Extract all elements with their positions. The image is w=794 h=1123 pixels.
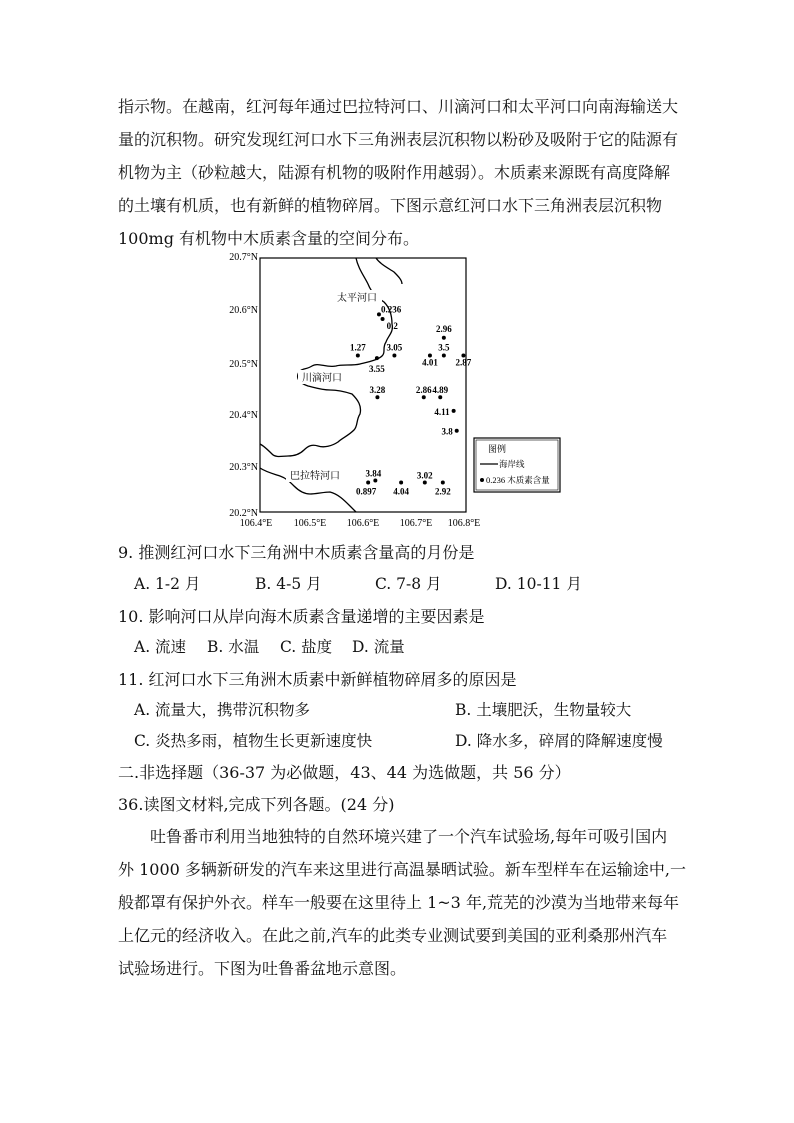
q9-option-d[interactable]: D. 10-11 月 — [495, 575, 582, 593]
legend-sample-label: 0.236 木质素含量 — [486, 475, 550, 485]
sample-point-dot — [375, 395, 379, 399]
q11-option-c[interactable]: C. 炎热多雨，植物生长更新速度快 — [134, 732, 373, 750]
sample-point-dot — [442, 354, 446, 358]
sample-point-label: 0.897 — [356, 486, 377, 497]
sample-point-dot — [375, 356, 379, 360]
sample-point-dot — [438, 395, 442, 399]
lat-tick-label: 20.4°N — [229, 410, 258, 421]
lon-tick-label: 106.7°E — [399, 518, 433, 529]
sample-point-dot — [442, 336, 446, 340]
intro-line: 量的沉积物。研究发现红河口水下三角洲表层沉积物以粉砂及吸附于它的陆源有 — [118, 130, 679, 149]
material-line: 外 1000 多辆新研发的汽车来这里进行高温暴晒试验。新车型样车在运输途中,一 — [118, 860, 686, 879]
lon-tick-label: 106.5°E — [293, 518, 327, 529]
lat-tick-label: 20.7°N — [229, 252, 258, 263]
intro-line: 100mg 有机物中木质素含量的空间分布。 — [118, 229, 420, 248]
sample-point-label: 2.92 — [434, 486, 451, 497]
question-11-stem: 11. 红河口水下三角洲木质素中新鲜植物碎屑多的原因是 — [118, 670, 517, 689]
lignin-distribution-map — [218, 250, 568, 530]
legend-point-swatch — [480, 478, 484, 482]
sample-point-label: 2.87 — [455, 357, 472, 368]
q9-option-b[interactable]: B. 4-5 月 — [255, 575, 322, 593]
sample-point-label: 2.96 — [435, 323, 452, 334]
sample-point-label: 0.236 — [380, 304, 402, 315]
sample-point-label: 0.2 — [386, 320, 398, 331]
sample-point-label: 4.89 — [432, 385, 449, 396]
material-line: 吐鲁番市利用当地独特的自然环境兴建了一个汽车试验场,每年可吸引国内 — [150, 827, 668, 846]
sample-point-dot — [452, 409, 456, 413]
q11-option-d[interactable]: D. 降水多，碎屑的降解速度慢 — [455, 732, 663, 750]
intro-line: 机物为主（砂粒越大，陆源有机物的吸附作用越弱）。木质素来源既有高度降解 — [118, 163, 671, 182]
lon-tick-label: 106.4°E — [239, 518, 273, 529]
sample-point-dot — [399, 481, 403, 485]
estuary-label-chuandi: 川滴河口 — [302, 373, 342, 384]
q9-option-a[interactable]: A. 1-2 月 — [134, 575, 201, 593]
sample-point-dot — [392, 354, 396, 358]
sample-point-label: 3.8 — [441, 426, 453, 437]
legend-coastline-label: 海岸线 — [499, 459, 525, 469]
sample-point-dot — [356, 354, 360, 358]
q10-option-c[interactable]: C. 盐度 — [280, 638, 333, 656]
material-line: 般都罩有保护外衣。样车一般要在这里待上 1~3 年,荒芜的沙漠为当地带来每年 — [118, 893, 680, 912]
section-2-heading: 二.非选择题（36-37 为必做题，43、44 为选做题，共 56 分） — [118, 763, 571, 782]
sample-point-dot — [423, 481, 427, 485]
lon-tick-label: 106.8°E — [447, 518, 481, 529]
sample-point-label: 3.28 — [369, 385, 386, 396]
q9-option-c[interactable]: C. 7-8 月 — [375, 575, 442, 593]
sample-point-label: 3.5 — [438, 342, 450, 353]
q11-option-a[interactable]: A. 流量大，携带沉积物多 — [134, 701, 311, 719]
q10-option-d[interactable]: D. 流量 — [352, 638, 405, 656]
sample-point-dot — [373, 479, 377, 483]
sample-point-dot — [441, 481, 445, 485]
question-9-stem: 9. 推测红河口水下三角洲中木质素含量高的月份是 — [118, 543, 475, 562]
question-10-stem: 10. 影响河口从岸向海木质素含量递增的主要因素是 — [118, 607, 485, 626]
axis-lon-labels — [240, 518, 481, 529]
estuary-label-taiping: 太平河口 — [337, 293, 377, 304]
sample-point-label: 4.04 — [393, 486, 409, 497]
q10-option-b[interactable]: B. 水温 — [207, 638, 260, 656]
axis-lat-labels — [229, 252, 258, 519]
sample-point-label: 3.84 — [365, 468, 382, 479]
material-line: 试验场进行。下图为吐鲁番盆地示意图。 — [118, 959, 407, 978]
lat-tick-label: 20.2°N — [229, 508, 258, 519]
sample-point-label: 3.55 — [369, 364, 385, 375]
sample-point-label: 1.27 — [349, 342, 366, 353]
lat-tick-label: 20.6°N — [229, 305, 258, 316]
sample-point-dot — [381, 317, 385, 321]
sample-point-label: 3.02 — [416, 470, 433, 481]
question-36-title: 36.读图文材料,完成下列各题。(24 分) — [118, 795, 395, 814]
sample-point-label: 2.86 — [415, 385, 432, 396]
sample-point-dot — [366, 481, 370, 485]
sample-point-dot — [422, 395, 426, 399]
q10-option-a[interactable]: A. 流速 — [134, 638, 187, 656]
q11-option-b[interactable]: B. 土壤肥沃，生物量较大 — [455, 701, 632, 719]
sample-point-label: 3.05 — [386, 342, 403, 353]
lat-tick-label: 20.3°N — [229, 462, 258, 473]
material-line: 上亿元的经济收入。在此之前,汽车的此类专业测试要到美国的亚利桑那州汽车 — [118, 926, 668, 945]
sample-point-dot — [455, 429, 459, 433]
intro-line: 指示物。在越南，红河每年通过巴拉特河口、川滴河口和太平河口向南海输送大 — [118, 97, 679, 116]
map-legend — [474, 438, 560, 492]
estuary-label-balate: 巴拉特河口 — [290, 471, 340, 482]
lon-tick-label: 106.6°E — [346, 518, 380, 529]
legend-title: 图例 — [488, 444, 507, 454]
lat-tick-label: 20.5°N — [229, 359, 258, 370]
sample-point-label: 4.11 — [434, 406, 450, 417]
sample-point-label: 4.01 — [422, 357, 438, 368]
intro-line: 的土壤有机质，也有新鲜的植物碎屑。下图示意红河口水下三角洲表层沉积物 — [118, 196, 663, 215]
